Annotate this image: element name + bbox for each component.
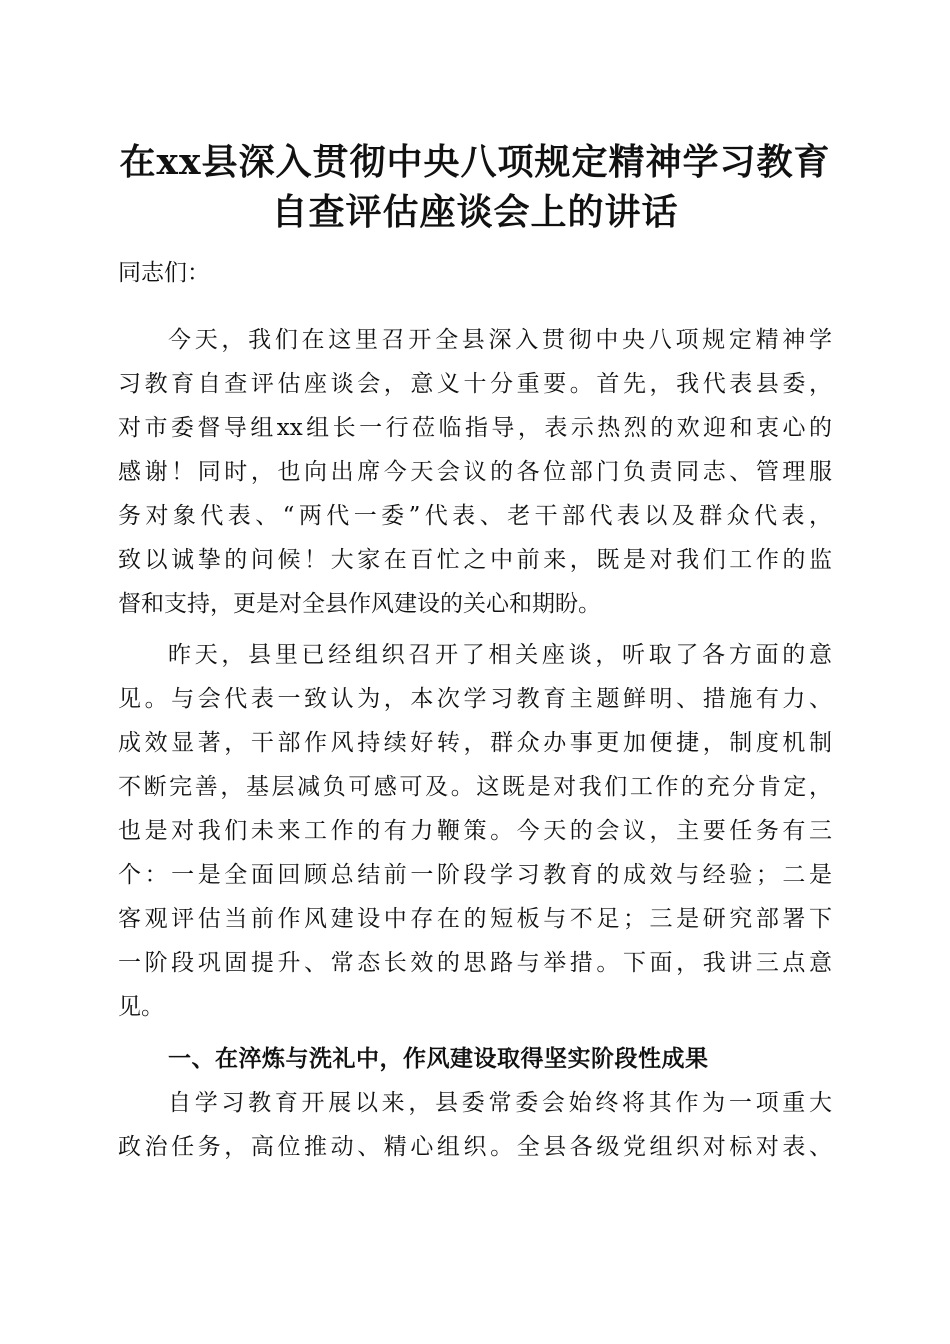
text-line: 也是对我们未来工作的有力鞭策。今天的会议，主要任务有三 [118, 818, 832, 844]
text-line: 督和支持，更是对全县作风建设的关心和期盼。 [118, 591, 601, 617]
text-line: 今天，我们在这里召开全县深入贯彻中央八项规定精神学 [168, 327, 832, 353]
text-line: 感谢！同时，也向出席今天会议的各位部门负责同志、管理服 [118, 459, 832, 485]
text-line: 见。 [118, 994, 164, 1020]
text-line: 务对象代表、“两代一委”代表、老干部代表以及群众代表， [118, 503, 832, 529]
text-line: 自学习教育开展以来，县委常委会始终将其作为一项重大 [168, 1090, 832, 1116]
text-line: 政治任务，高位推动、精心组织。全县各级党组织对标对表、 [118, 1134, 832, 1160]
text-line: 昨天，县里已经组织召开了相关座谈，听取了各方面的意 [168, 642, 832, 668]
document-title-line-1: 在xx县深入贯彻中央八项规定精神学习教育 [119, 141, 831, 183]
text-line: 见。与会代表一致认为，本次学习教育主题鲜明、措施有力、 [118, 686, 832, 712]
text-line: 客观评估当前作风建设中存在的短板与不足；三是研究部署下 [118, 906, 832, 932]
text-line: 习教育自查评估座谈会，意义十分重要。首先，我代表县委， [118, 371, 832, 397]
text-line: 个：一是全面回顾总结前一阶段学习教育的成效与经验；二是 [118, 862, 832, 888]
salutation: 同志们： [118, 260, 210, 286]
text-line: 不断完善，基层减负可感可及。这既是对我们工作的充分肯定， [118, 774, 832, 800]
text-line: 致以诚挚的问候！大家在百忙之中前来，既是对我们工作的监 [118, 547, 832, 573]
section-heading-1: 一、在淬炼与洗礼中，作风建设取得坚实阶段性成果 [168, 1046, 709, 1072]
text-line: 成效显著，干部作风持续好转，群众办事更加便捷，制度机制 [118, 730, 832, 756]
document-title-line-2: 自查评估座谈会上的讲话 [271, 191, 679, 233]
text-line: 一阶段巩固提升、常态长效的思路与举措。下面，我讲三点意 [118, 950, 832, 976]
text-line: 对市委督导组xx组长一行莅临指导，表示热烈的欢迎和衷心的 [118, 415, 832, 441]
